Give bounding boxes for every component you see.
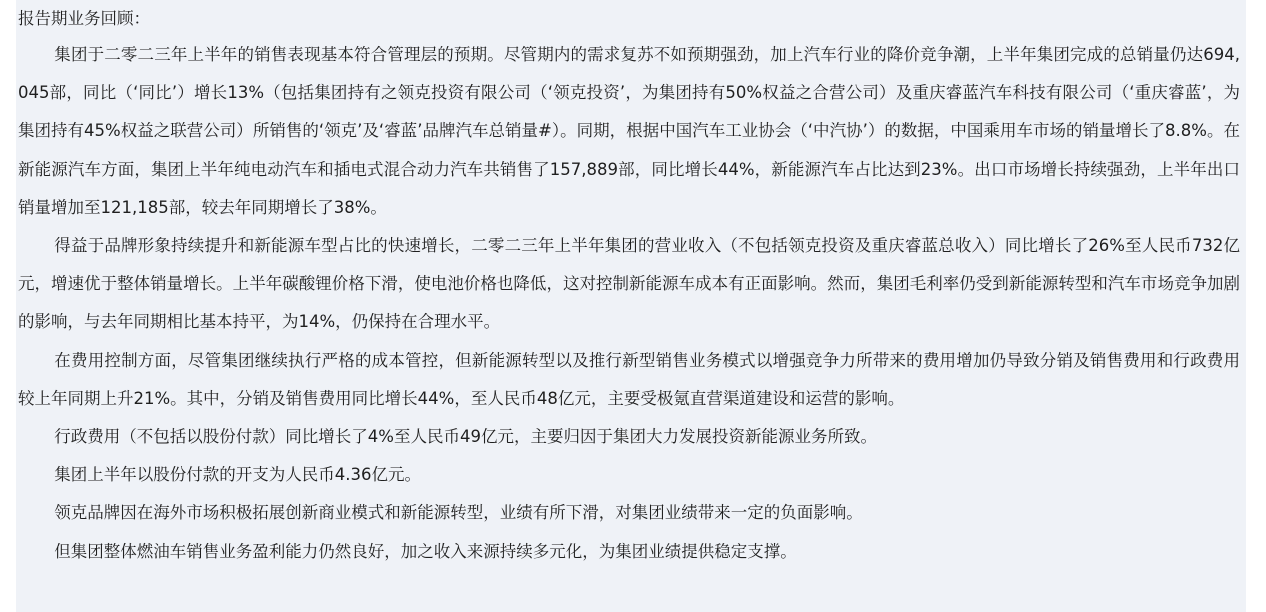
paragraph-ice-business: 但集团整体燃油车销售业务盈利能力仍然良好，加之收入来源持续多元化，为集团业绩提供稳定支撑。: [54, 541, 797, 561]
paragraph-lynkco-brand: 领克品牌因在海外市场积极拓展创新商业模式和新能源转型，业绩有所下滑，对集团业绩带来一定的负面影响。: [54, 503, 863, 523]
section-heading: 报告期业务回顾：: [18, 9, 150, 28]
paragraph-revenue-review: 得益于品牌形象持续提升和新能源车型占比的快速增长，二零二三年上半年集团的营业收入（不包括领克投资及重庆睿蓝总收入）同比增长了26%至人民币732亿元，增速优于整体销量增长。上半年碳酸锂价格下滑，使电池价格也降低，这对控制新能源车成本有正面影响。然而，集团毛利率仍受到新能源转型和汽车市场竞争加剧的影响，与去年同期相比基本持平，为14%，仍保持在合理水平。: [18, 236, 1240, 332]
paragraph-sales-review: 集团于二零二三年上半年的销售表现基本符合管理层的预期。尽管期内的需求复苏不如预期强劲，加上汽车行业的降价竞争潮，上半年集团完成的总销量仍达694,045部，同比（‘同比’）增长13%（包括集团持有之领克投资有限公司（‘领克投资’，为集团持有50%权益之合营公司）及重庆睿蓝汽车科技有限公司（‘重庆睿蓝’，为集团持有45%权益之联营公司）所销售的‘领克’及‘睿蓝’品牌汽车总销量#）。同期，根据中国汽车工业协会（‘中汽协’）的数据，中国乘用车市场的销量增长了8.8%。在新能源汽车方面，集团上半年纯电动汽车和插电式混合动力汽车共销售了157,889部，同比增长44%，新能源汽车占比达到23%。出口市场增长持续强劲，上半年出口销量增加至121,185部，较去年同期增长了38%。: [18, 45, 1240, 217]
document-panel: [16, 0, 1246, 612]
paragraph-share-payment: 集团上半年以股份付款的开支为人民币4.36亿元。: [54, 465, 422, 485]
paragraph-admin-expenses: 行政费用（不包括以股份付款）同比增长了4%至人民币49亿元，主要归因于集团大力发展投资新能源业务所致。: [54, 427, 877, 447]
paragraph-expense-control: 在费用控制方面，尽管集团继续执行严格的成本管控，但新能源转型以及推行新型销售业务模式以增强竞争力所带来的费用增加仍导致分销及销售费用和行政费用较上年同期上升21%。其中，分销及销售费用同比增长44%，至人民币48亿元，主要受极氪直营渠道建设和运营的影响。: [18, 350, 1240, 408]
